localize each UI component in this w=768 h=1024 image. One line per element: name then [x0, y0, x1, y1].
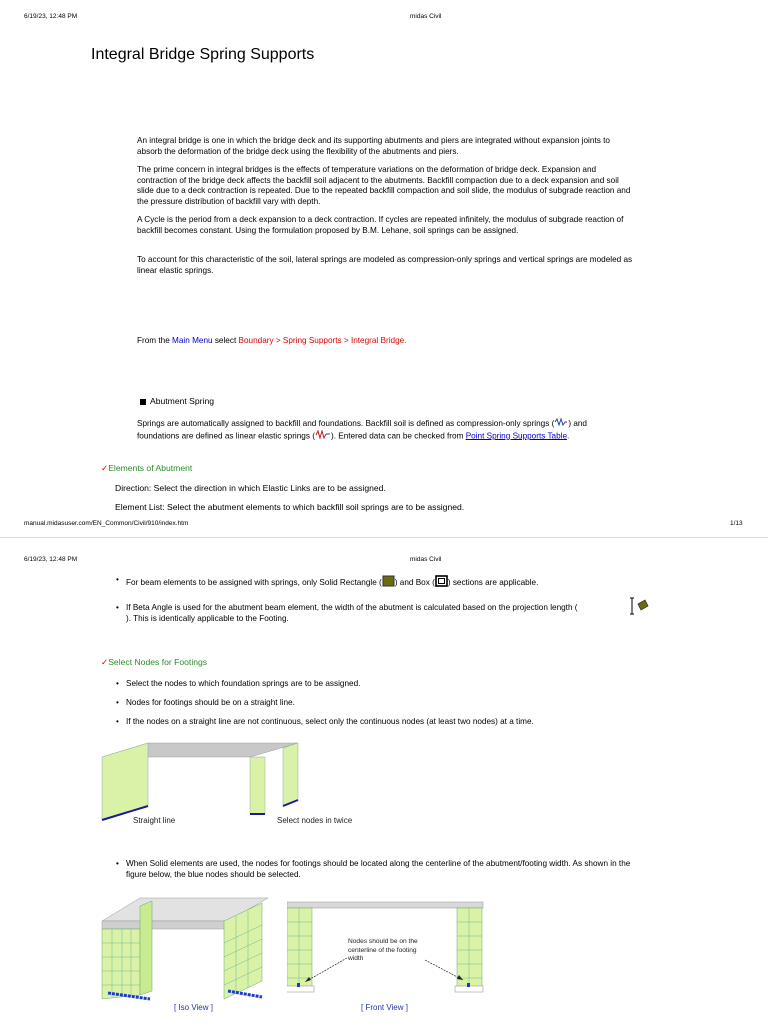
list-item: [126, 603, 626, 624]
abutment-spring-heading: [140, 396, 214, 406]
list-item: • Select the nodes to which foundation springs are to be assigned.: [126, 679, 360, 690]
select-nodes-label: Select Nodes for Footings: [108, 657, 208, 667]
select-nodes-twice-caption: Select nodes in twice: [277, 816, 353, 825]
bullet-text-part: ) sections are applicable.: [447, 577, 539, 587]
concern-paragraph: The prime concern in integral bridges is the effects of temperature variations on the deformation of bridge deck. Expansion and contraction of the bridge deck affects the backfill soil adjacent to the abutments. Backfill compaction due to a deck expansion and soil slide due to a deck contraction is repeated. Due to the repeated backfill compaction and soil slide, the modulus of subgrade reaction and the pressure distribution of backfill vary with depth.: [137, 165, 631, 206]
page-title: Integral Bridge Spring Supports: [91, 46, 315, 63]
print-header-title: midas Civil: [410, 13, 442, 20]
springs-text-part: ) and foundations are defined as linear elastic springs (: [137, 418, 587, 441]
list-item: • When Solid elements are used, the nodes for footings should be located along the centerline of the abutment/footing width. As shown in the figure below, the blue nodes should be selected.: [126, 859, 646, 880]
bullet-text-part: For beam elements to be assigned with springs, only Solid Rectangle (: [126, 577, 382, 587]
print-header-title: midas Civil: [410, 556, 442, 563]
direction-text: Direction: Select the direction in which Elastic Links are to be assigned.: [115, 483, 386, 493]
footer-page-number: 1/13: [730, 520, 743, 527]
bullet-text-part: ). This is identically applicable to the Footing.: [126, 613, 289, 623]
bullet-text-part: If Beta Angle is used for the abutment beam element, the width of the abutment is calculated based on the projection length (: [126, 603, 578, 612]
point-spring-supports-link[interactable]: Point Spring Supports Table: [465, 431, 568, 441]
list-item: [126, 575, 666, 591]
list-item: • Nodes for footings should be on a straight line.: [126, 698, 295, 709]
footing-centerline-note: Nodes should be on the centerline of the footing width: [348, 938, 418, 963]
soil-paragraph: To account for this characteristic of the soil, lateral springs are modeled as compression-only springs and vertical springs are modeled as linear elastic springs.: [137, 255, 633, 275]
springs-paragraph: [137, 418, 627, 442]
straight-line-caption: Straight line: [133, 816, 176, 825]
springs-text-part: Springs are automatically assigned to backfill and foundations. Backfill soil is defined as compression-only springs (: [137, 418, 555, 428]
iso-view-figure: [100, 893, 270, 1008]
intro-paragraph: An integral bridge is one in which the bridge deck and its supporting abutments and piers are integrated without expansion joints to absorb the deformation of the bridge deck using the flexibility of the abutments and piers.: [137, 136, 610, 156]
menu-path-line: [137, 336, 637, 347]
main-menu-label: Main Menu: [172, 336, 213, 345]
solid-rectangle-icon: [382, 575, 395, 591]
cycle-paragraph: A Cycle is the period from a deck expansion to a deck contraction. If cycles are repeated infinitely, the modulus of subgrade reaction of backfill becomes constant. Using the formulation proposed by B.M. Lehane, soil springs can be assigned.: [137, 215, 624, 235]
print-date: 6/19/23, 12:48 PM: [24, 13, 78, 20]
compression-spring-icon: [554, 418, 568, 430]
element-list-text: Element List: Select the abutment elements to which backfill soil springs are to be assigned.: [115, 502, 465, 512]
front-view-caption: [ Front View ]: [361, 1003, 408, 1012]
checkmark-icon: ✓: [101, 657, 109, 667]
menu-path: Boundary > Spring Supports > Integral Bridge.: [238, 336, 407, 345]
print-date: 6/19/23, 12:48 PM: [24, 556, 78, 563]
box-section-icon: [435, 575, 448, 591]
elements-heading-label: Elements of Abutment: [108, 463, 193, 473]
select-nodes-heading: [101, 657, 207, 668]
iso-view-caption: [ Iso View ]: [174, 1003, 213, 1012]
footer-url[interactable]: manual.midasuser.com/EN_Common/Civil/910/index.htm: [24, 520, 189, 527]
page-separator: [0, 537, 768, 538]
checkmark-icon: ✓: [101, 463, 109, 473]
menu-select-word: select: [212, 336, 239, 345]
menu-prefix: From the: [137, 336, 173, 345]
bullet-text-part: ) and Box (: [394, 577, 435, 587]
springs-text-part: ). Entered data can be checked from: [330, 431, 466, 441]
square-bullet-icon: [140, 399, 146, 405]
springs-text-part: .: [567, 431, 570, 441]
projection-length-icon: [628, 596, 650, 621]
elements-of-abutment-heading: [101, 463, 192, 474]
linear-spring-icon: [315, 430, 331, 443]
abutment-spring-label: Abutment Spring: [150, 396, 215, 406]
list-item: • If the nodes on a straight line are not continuous, select only the continuous nodes (at least two nodes) at a time.: [126, 717, 534, 728]
